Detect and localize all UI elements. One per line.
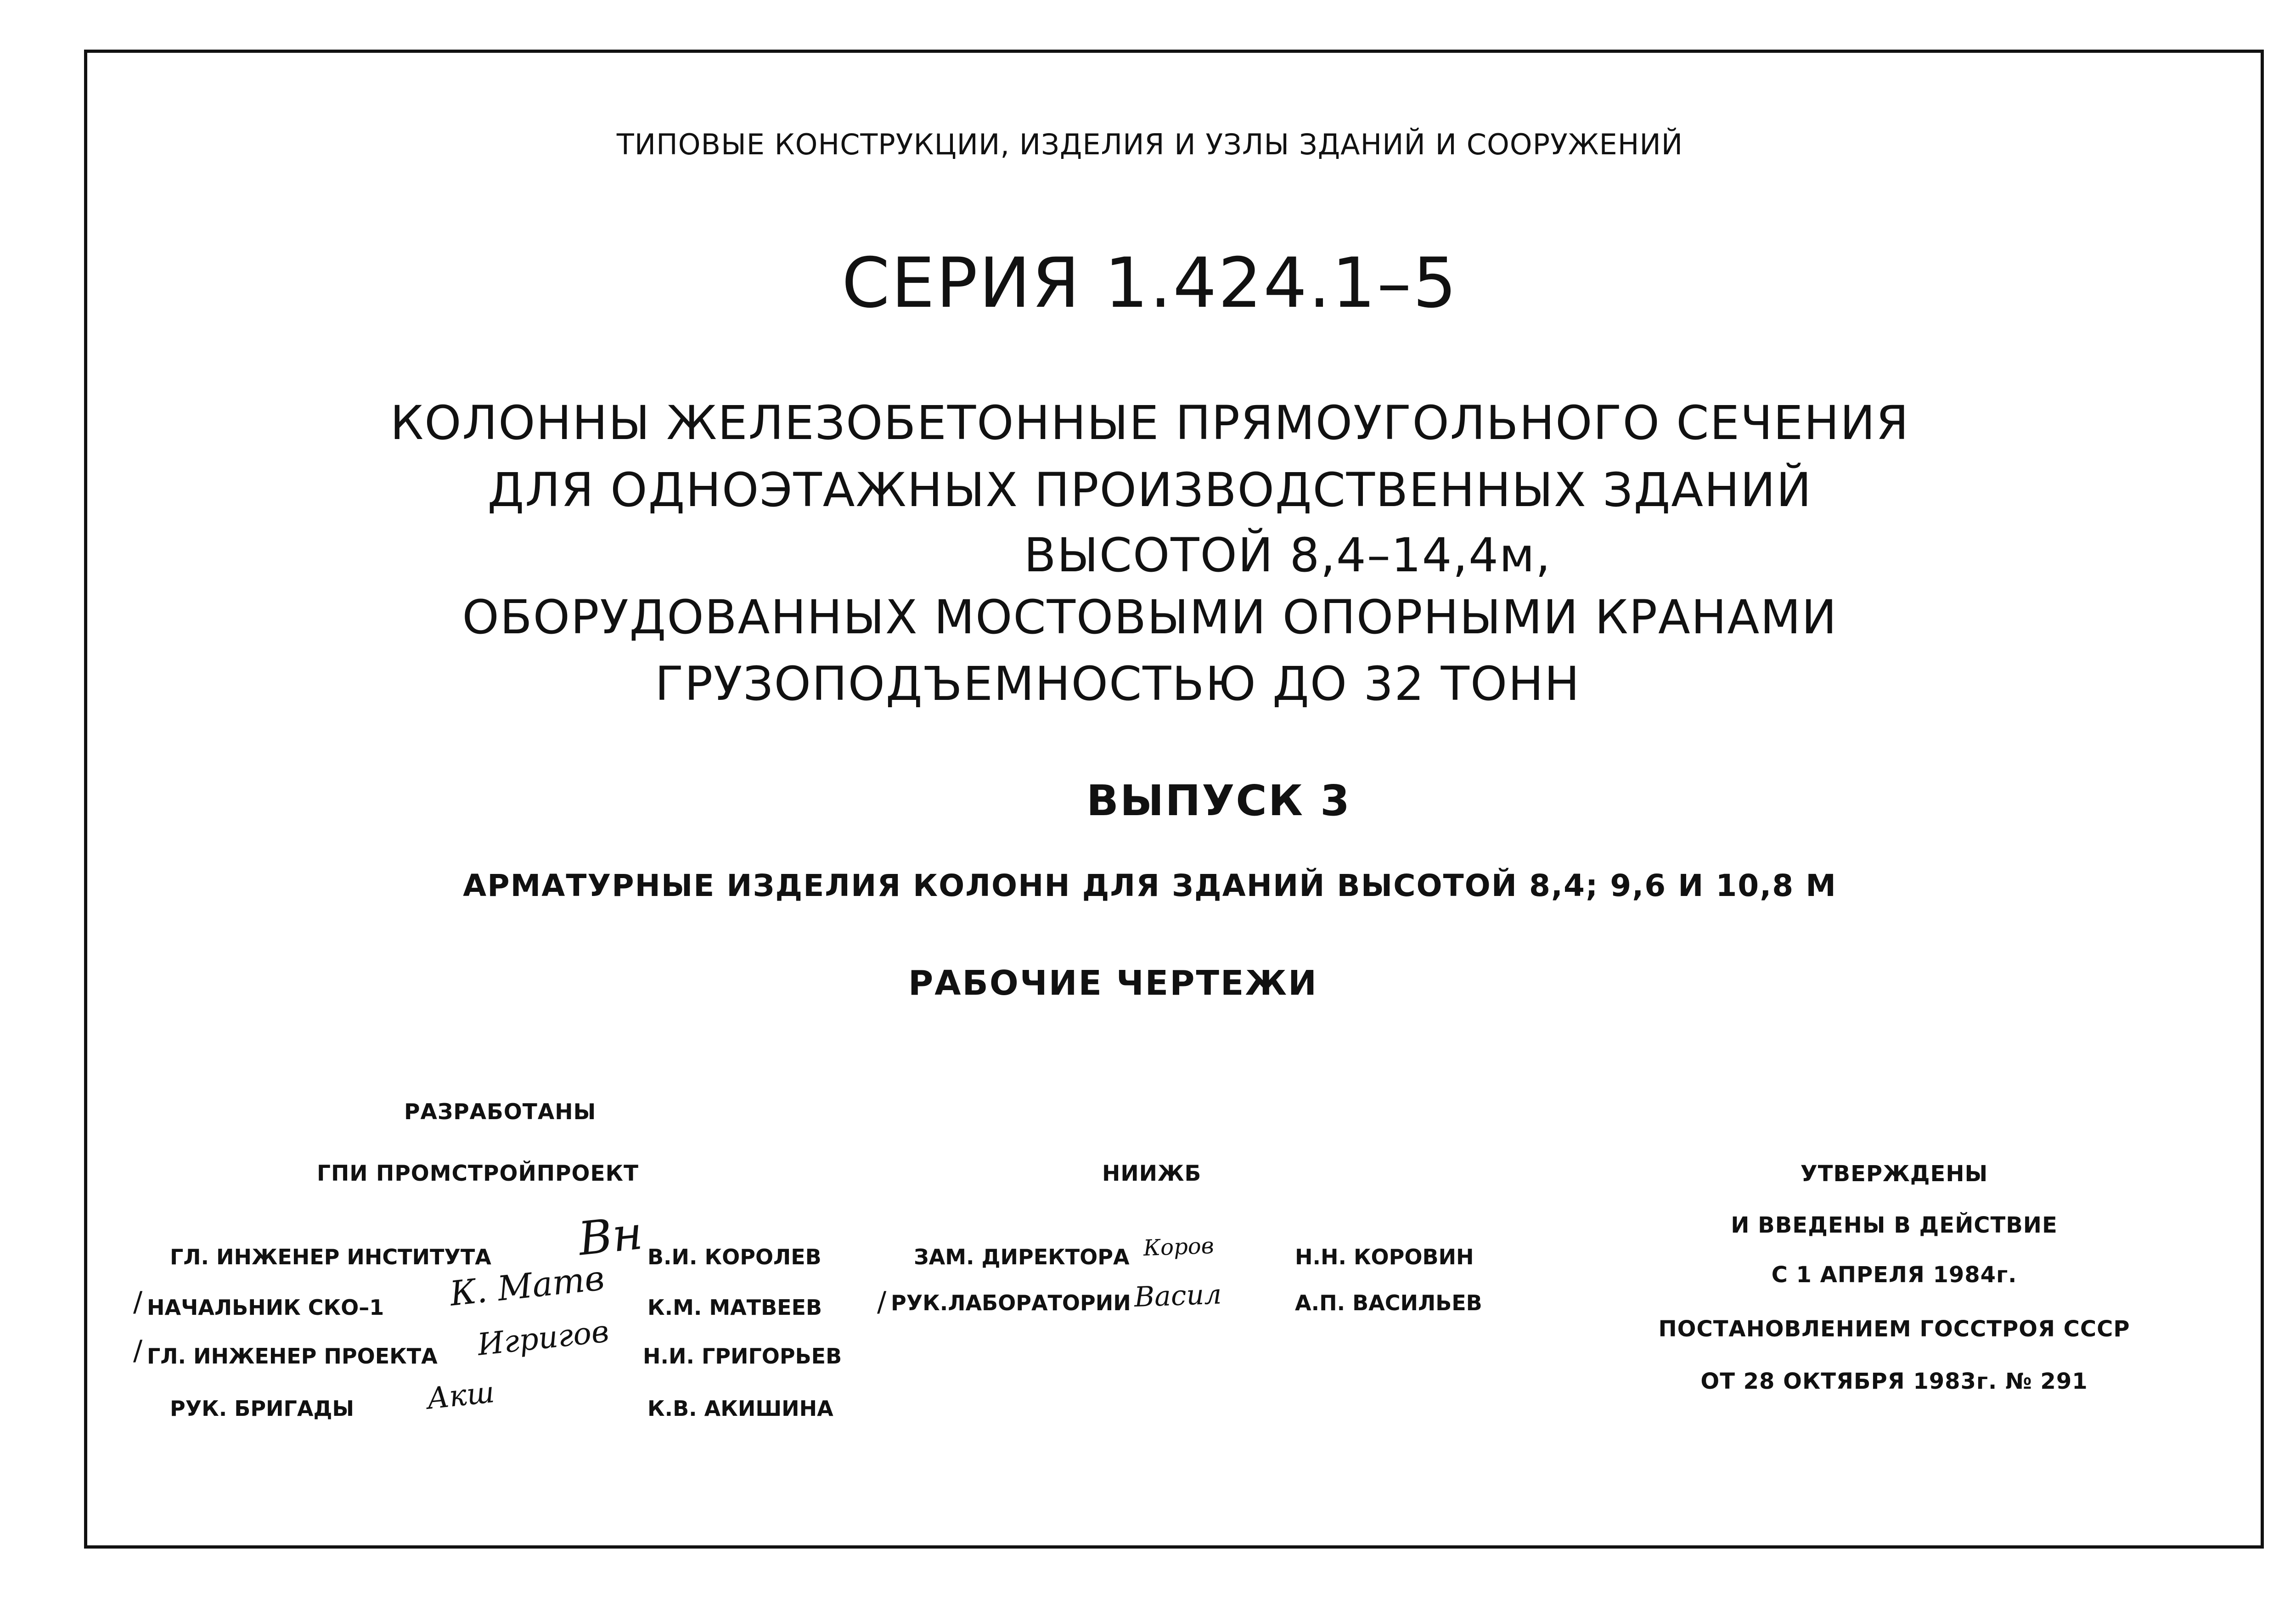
issue-number: ВЫПУСК 3 bbox=[1086, 776, 1351, 825]
title-line-5: ГРУЗОПОДЪЕМНОСТЬЮ ДО 32 ТОНН bbox=[655, 657, 1581, 711]
signature-korovin: Коров bbox=[1143, 1233, 1215, 1261]
title-line-3: ВЫСОТОЙ 8,4–14,4м, bbox=[1024, 528, 1552, 583]
working-drawings-label: РАБОЧИЕ ЧЕРТЕЖИ bbox=[908, 963, 1318, 1003]
person-matveev: К.М. МАТВЕЕВ bbox=[647, 1295, 822, 1320]
role-chief-engineer-institute: ГЛ. ИНЖЕНЕР ИНСТИТУТА bbox=[170, 1245, 491, 1269]
approved-date: С 1 АПРЕЛЯ 1984г. bbox=[1771, 1262, 2017, 1288]
title-line-2: ДЛЯ ОДНОЭТАЖНЫХ ПРОИЗВОДСТВЕННЫХ ЗДАНИЙ bbox=[487, 463, 1812, 518]
document-header: ТИПОВЫЕ КОНСТРУКЦИИ, ИЗДЕЛИЯ И УЗЛЫ ЗДАНИЙ И СООРУЖЕНИЙ bbox=[616, 128, 1683, 161]
role-deputy-director: ЗАМ. ДИРЕКТОРА bbox=[914, 1245, 1130, 1269]
role-head-sko: НАЧАЛЬНИК СКО–1 bbox=[147, 1295, 384, 1320]
mark-slash: / bbox=[133, 1286, 143, 1318]
developed-by-heading: РАЗРАБОТАНЫ bbox=[404, 1099, 597, 1125]
person-korovin: Н.Н. КОРОВИН bbox=[1295, 1245, 1474, 1269]
signature-grigoriev: Игригов bbox=[475, 1313, 611, 1363]
mark-slash: / bbox=[133, 1335, 143, 1367]
decree-date-number: ОТ 28 ОКТЯБРЯ 1983г. № 291 bbox=[1700, 1369, 2088, 1394]
role-lab-head: РУК.ЛАБОРАТОРИИ bbox=[891, 1290, 1131, 1315]
issue-subtitle: АРМАТУРНЫЕ ИЗДЕЛИЯ КОЛОНН ДЛЯ ЗДАНИЙ ВЫСОТОЙ 8,4; 9,6 И 10,8 М bbox=[463, 868, 1837, 903]
title-line-1: КОЛОННЫ ЖЕЛЕЗОБЕТОННЫЕ ПРЯМОУГОЛЬНОГО СЕЧЕНИЯ bbox=[390, 396, 1910, 451]
org-niizhb: НИИЖБ bbox=[1102, 1161, 1202, 1186]
signature-matveev: К. Матв bbox=[448, 1258, 607, 1314]
series-number: СЕРИЯ 1.424.1–5 bbox=[841, 243, 1458, 323]
signature-akishina: Акш bbox=[425, 1375, 496, 1416]
mark-slash: / bbox=[877, 1286, 887, 1318]
approved-line-2: И ВВЕДЕНЫ В ДЕЙСТВИЕ bbox=[1731, 1212, 2058, 1238]
person-korolev: В.И. КОРОЛЕВ bbox=[647, 1245, 822, 1269]
title-line-4: ОБОРУДОВАННЫХ МОСТОВЫМИ ОПОРНЫМИ КРАНАМИ bbox=[462, 590, 1838, 645]
role-team-lead: РУК. БРИГАДЫ bbox=[170, 1396, 355, 1421]
person-grigoriev: Н.И. ГРИГОРЬЕВ bbox=[643, 1344, 842, 1369]
signature-korolev: Вн bbox=[575, 1206, 645, 1266]
approved-by-decree: ПОСТАНОВЛЕНИЕМ ГОССТРОЯ СССР bbox=[1658, 1316, 2130, 1342]
person-akishina: К.В. АКИШИНА bbox=[647, 1396, 833, 1421]
approved-heading: УТВЕРЖДЕНЫ bbox=[1800, 1161, 1988, 1187]
person-vasiliev: А.П. ВАСИЛЬЕВ bbox=[1295, 1290, 1482, 1315]
role-chief-engineer-project: ГЛ. ИНЖЕНЕР ПРОЕКТА bbox=[147, 1344, 438, 1369]
org-promstroyproekt: ГПИ ПРОМСТРОЙПРОЕКТ bbox=[317, 1161, 639, 1186]
signature-vasiliev: Васил bbox=[1133, 1278, 1222, 1313]
